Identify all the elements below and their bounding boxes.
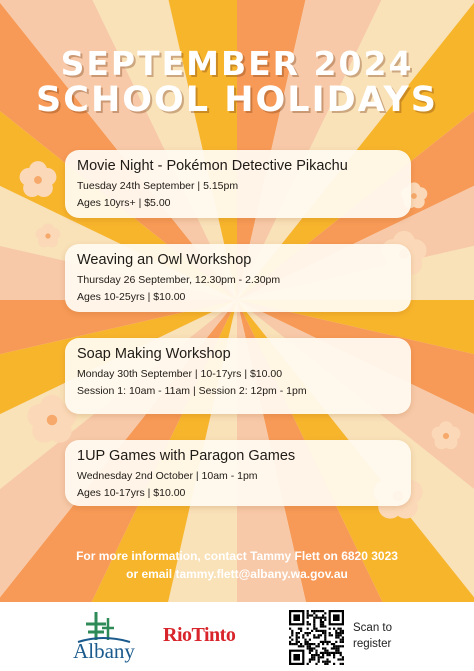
event-detail: Wednesday 2nd October | 10am - 1pm	[77, 470, 258, 482]
event-title: Weaving an Owl Workshop	[77, 252, 252, 268]
scan-label: Scan to	[353, 622, 392, 634]
event-card-weaving-owl	[65, 244, 411, 312]
event-detail: Ages 10-25yrs | $10.00	[77, 291, 186, 303]
event-title: Movie Night - Pokémon Detective Pikachu	[77, 158, 348, 174]
qr-code-icon[interactable]	[289, 610, 344, 665]
event-title: Soap Making Workshop	[77, 346, 231, 362]
title-line-2: SCHOOL HOLIDAYS	[36, 80, 438, 120]
event-card-soap-making	[65, 338, 411, 414]
event-card-movie-night	[65, 150, 411, 218]
title-line-1: SEPTEMBER 2024	[60, 44, 414, 83]
event-card-1up-games	[65, 440, 411, 506]
albany-logo-text: Albany	[73, 639, 135, 663]
event-detail: Session 1: 10am - 11am | Session 2: 12pm - 1pm	[77, 385, 307, 397]
event-detail: Tuesday 24th September | 5.15pm	[77, 180, 239, 192]
riotinto-logo: RioTinto	[163, 624, 236, 646]
register-label: register	[353, 638, 392, 650]
event-title: 1UP Games with Paragon Games	[77, 448, 296, 464]
event-detail: Ages 10yrs+ | $5.00	[77, 197, 171, 209]
contact-info-line: For more information, contact Tammy Flett on 6820 3023	[76, 549, 398, 563]
event-detail: Thursday 26 September, 12.30pm - 2.30pm	[77, 274, 281, 286]
event-detail: Ages 10-17yrs | $10.00	[77, 487, 186, 499]
contact-email-line: or email tammy.flett@albany.wa.gov.au	[126, 567, 348, 581]
footer	[0, 602, 474, 671]
event-detail: Monday 30th September | 10-17yrs | $10.00	[77, 368, 283, 380]
